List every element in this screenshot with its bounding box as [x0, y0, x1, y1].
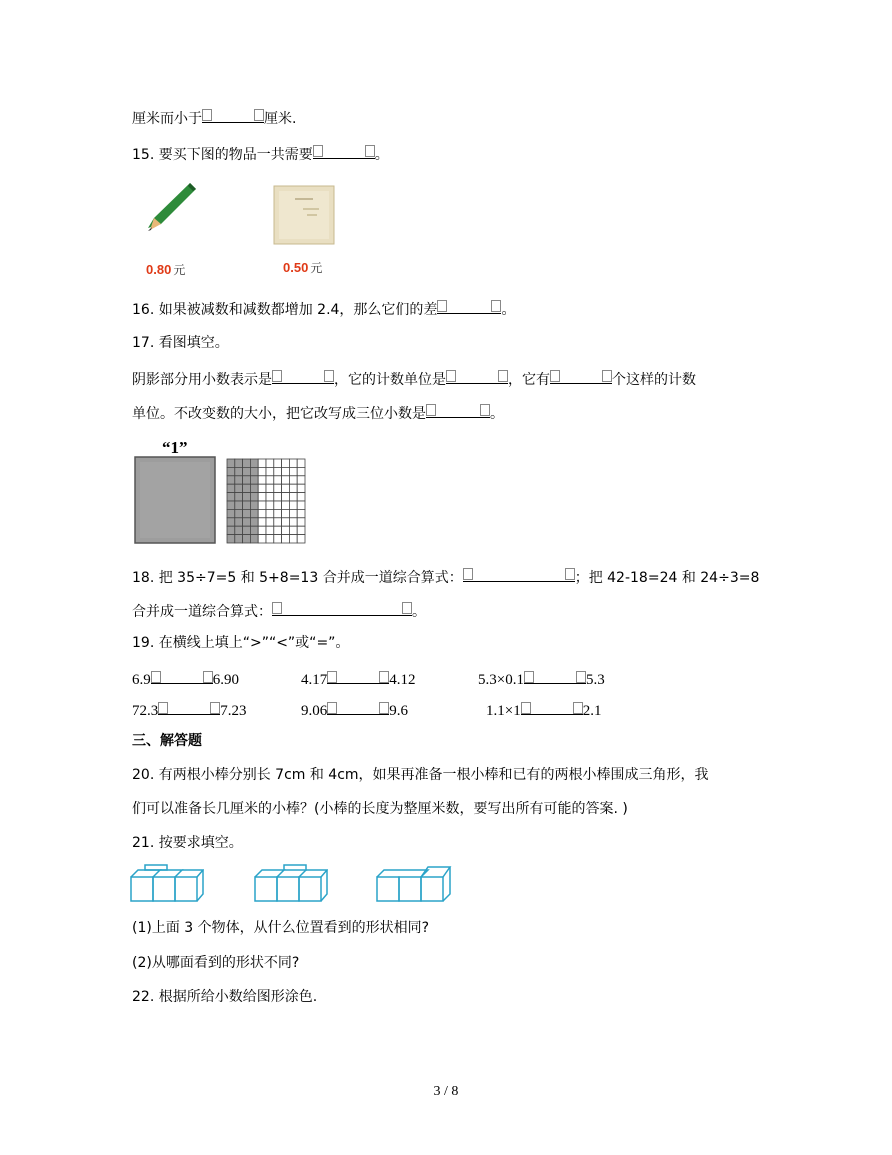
grid-cell [297, 476, 305, 484]
grid-cell [274, 526, 282, 534]
grid-cell [282, 526, 290, 534]
compare-item: 72.3 7.23 [132, 698, 247, 721]
q15-text: 15. 要买下图的物品一共需要 。 [132, 142, 389, 165]
grid-cell [289, 526, 297, 534]
blank-marker-icon [402, 602, 412, 614]
grid-cell [297, 493, 305, 501]
notepad-price: 0.50 元 [283, 260, 323, 275]
grid-cell [274, 493, 282, 501]
grid-cell-shaded [235, 509, 243, 517]
grid-cell [282, 467, 290, 475]
q17-line-b: 单位。不改变数的大小，把它改写成三位小数是 。 [132, 401, 504, 424]
blank-marker-icon [203, 671, 213, 683]
grid-cell [266, 526, 274, 534]
answer-blank[interactable] [437, 297, 501, 314]
grid-cell [282, 535, 290, 543]
compare-blank[interactable] [327, 667, 389, 684]
grid-cell-shaded [250, 518, 258, 526]
grid-cell-shaded [227, 459, 235, 467]
grid-cell-shaded [227, 476, 235, 484]
grid-cell-shaded [243, 484, 251, 492]
grid-cell [258, 509, 266, 517]
grid-cell [274, 509, 282, 517]
blank-marker-icon [426, 404, 436, 416]
grid-cell [282, 459, 290, 467]
grid-cell [289, 518, 297, 526]
answer-blank[interactable] [313, 142, 375, 159]
q17-line-a: 阴影部分用小数表示是 ，它的计数单位是 ，它有 个这样的计数 [132, 367, 696, 390]
grid-cell-shaded [235, 518, 243, 526]
blank-marker-icon [446, 370, 456, 382]
unit-label: “1” [162, 438, 188, 457]
grid-cell-shaded [243, 501, 251, 509]
grid-cell [282, 518, 290, 526]
blank-marker-icon [602, 370, 612, 382]
grid-cell [266, 493, 274, 501]
grid-cell-shaded [235, 476, 243, 484]
blank-marker-icon [463, 568, 473, 580]
q20-line-a: 20. 有两根小棒分别长 7cm 和 4cm，如果再准备一根小棒和已有的两根小棒围成三角形，我 [132, 767, 709, 783]
grid-cell [258, 467, 266, 475]
grid-cell [289, 467, 297, 475]
notepad-image [273, 185, 335, 245]
grid-cell [282, 484, 290, 492]
grid-cell-shaded [250, 501, 258, 509]
grid-cell-shaded [250, 535, 258, 543]
grid-cell [297, 509, 305, 517]
compare-blank[interactable] [158, 698, 220, 715]
grid-cell [282, 476, 290, 484]
grid-cell [297, 501, 305, 509]
blank-marker-icon [210, 702, 220, 714]
grid-cell [282, 493, 290, 501]
grid-cell [274, 518, 282, 526]
grid-cell [258, 484, 266, 492]
page-number: 3 / 8 [433, 1084, 459, 1099]
blank-marker-icon [576, 671, 586, 683]
compare-blank[interactable] [151, 667, 213, 684]
cube-arrangement-3 [376, 864, 456, 904]
grid-cell [266, 459, 274, 467]
grid-cell [297, 535, 305, 543]
q21-text: 21. 按要求填空。 [132, 835, 243, 851]
grid-cell [274, 484, 282, 492]
grid-cell-shaded [243, 476, 251, 484]
grid-cell [289, 459, 297, 467]
answer-blank[interactable] [272, 599, 412, 616]
grid-cell [266, 509, 274, 517]
blank-marker-icon [550, 370, 560, 382]
grid-cell [289, 493, 297, 501]
grid-cell [266, 501, 274, 509]
grid-cell [297, 459, 305, 467]
grid-cell [258, 501, 266, 509]
blank-marker-icon [365, 145, 375, 157]
grid-cell [274, 501, 282, 509]
grid-cell-shaded [243, 526, 251, 534]
pencil-price: 0.80 元 [146, 262, 186, 277]
blank-marker-icon [313, 145, 323, 157]
grid-cell-shaded [243, 493, 251, 501]
grid-cell [297, 467, 305, 475]
grid-cell [258, 518, 266, 526]
grid-cell-shaded [235, 526, 243, 534]
grid-cell-shaded [227, 526, 235, 534]
blank-marker-icon [272, 602, 282, 614]
compare-blank[interactable] [327, 698, 389, 715]
q22-text: 22. 根据所给小数给图形涂色. [132, 989, 318, 1005]
grid-cell-shaded [250, 476, 258, 484]
grid-cell [274, 459, 282, 467]
grid-cell-shaded [235, 535, 243, 543]
grid-cell [266, 476, 274, 484]
compare-item: 9.06 9.6 [301, 698, 408, 721]
grid-cell-shaded [243, 509, 251, 517]
grid-cell [282, 501, 290, 509]
grid-cell-shaded [250, 526, 258, 534]
grid-cell [289, 484, 297, 492]
compare-item: 1.1×1 2.1 [486, 698, 601, 721]
grid-cell-shaded [243, 518, 251, 526]
blank-marker-icon [565, 568, 575, 580]
whole-square-figure [134, 456, 216, 544]
grid-cell [274, 467, 282, 475]
blank-marker-icon [254, 109, 264, 121]
q16-text: 16. 如果被减数和减数都增加 2.4，那么它们的差 。 [132, 297, 515, 320]
grid-cell [258, 535, 266, 543]
grid-cell-shaded [243, 535, 251, 543]
grid-cell-shaded [243, 459, 251, 467]
blank-marker-icon [521, 702, 531, 714]
grid-cell-shaded [227, 493, 235, 501]
grid-cell-shaded [227, 518, 235, 526]
q14-continuation: 厘米而小于 厘米. [132, 106, 296, 129]
q18-line-a: 18. 把 35÷7=5 和 5+8=13 合并成一道综合算式： ；把 42-18=24 和 24÷3=8 [132, 565, 759, 588]
grid-cell-shaded [235, 467, 243, 475]
blank-marker-icon [379, 671, 389, 683]
q20-line-b: 们可以准备长几厘米的小棒？(小棒的长度为整厘米数，要写出所有可能的答案. ) [132, 801, 628, 817]
q21-sub-2: (2)从哪面看到的形状不同? [132, 955, 300, 971]
grid-cell [274, 476, 282, 484]
section-heading: 三、解答题 [132, 733, 202, 749]
grid-cell-shaded [227, 501, 235, 509]
blank-marker-icon [573, 702, 583, 714]
grid-cell [289, 535, 297, 543]
grid-cell-shaded [235, 501, 243, 509]
grid-cell [258, 459, 266, 467]
cube-arrangement-1 [130, 864, 204, 904]
answer-blank[interactable] [550, 367, 612, 384]
grid-cell [266, 467, 274, 475]
blank-marker-icon [202, 109, 212, 121]
blank-marker-icon [327, 702, 337, 714]
q18-line-b: 合并成一道综合算式： 。 [132, 599, 426, 622]
answer-blank[interactable] [463, 565, 575, 582]
grid-cell [266, 535, 274, 543]
blank-marker-icon [437, 300, 447, 312]
grid-cell-shaded [250, 484, 258, 492]
compare-blank[interactable] [521, 698, 583, 715]
grid-cell [289, 501, 297, 509]
cube-arrangement-2 [254, 864, 328, 904]
grid-cell-shaded [227, 484, 235, 492]
answer-blank[interactable] [446, 367, 508, 384]
blank-marker-icon [151, 671, 161, 683]
grid-cell-shaded [250, 459, 258, 467]
blank-marker-icon [491, 300, 501, 312]
grid-cell [258, 493, 266, 501]
answer-blank[interactable] [426, 401, 490, 418]
grid-cell-shaded [250, 467, 258, 475]
grid-cell-shaded [227, 509, 235, 517]
grid-cell-shaded [250, 493, 258, 501]
grid-cell-shaded [235, 484, 243, 492]
blank-marker-icon [327, 671, 337, 683]
q21-sub-1: (1)上面 3 个物体，从什么位置看到的形状相同? [132, 920, 430, 936]
blank-marker-icon [272, 370, 282, 382]
blank-marker-icon [480, 404, 490, 416]
blank-marker-icon [324, 370, 334, 382]
q17-text: 17. 看图填空。 [132, 335, 229, 351]
grid-cell [266, 518, 274, 526]
grid-cell [297, 526, 305, 534]
blank-marker-icon [158, 702, 168, 714]
grid-cell [266, 484, 274, 492]
grid-cell-shaded [235, 459, 243, 467]
grid-cell-shaded [250, 509, 258, 517]
grid-cell-shaded [243, 467, 251, 475]
answer-blank[interactable] [202, 106, 264, 123]
blank-marker-icon [498, 370, 508, 382]
pencil-image [140, 178, 200, 238]
blank-marker-icon [524, 671, 534, 683]
grid-cell-shaded [235, 493, 243, 501]
grid-cell-shaded [227, 467, 235, 475]
grid-cell [297, 518, 305, 526]
compare-item: 4.17 4.12 [301, 667, 416, 690]
grid-cell [282, 509, 290, 517]
compare-item: 5.3×0.1 5.3 [478, 667, 605, 690]
grid-cell [258, 476, 266, 484]
blank-marker-icon [379, 702, 389, 714]
grid-cell [289, 476, 297, 484]
compare-blank[interactable] [524, 667, 586, 684]
hundred-grid-figure [226, 458, 306, 544]
compare-item: 6.9 6.90 [132, 667, 239, 690]
grid-cell [274, 535, 282, 543]
grid-cell [297, 484, 305, 492]
answer-blank[interactable] [272, 367, 334, 384]
grid-cell [258, 526, 266, 534]
grid-cell [289, 509, 297, 517]
q19-text: 19. 在横线上填上“>”“<”或“=”。 [132, 635, 350, 651]
grid-cell-shaded [227, 535, 235, 543]
